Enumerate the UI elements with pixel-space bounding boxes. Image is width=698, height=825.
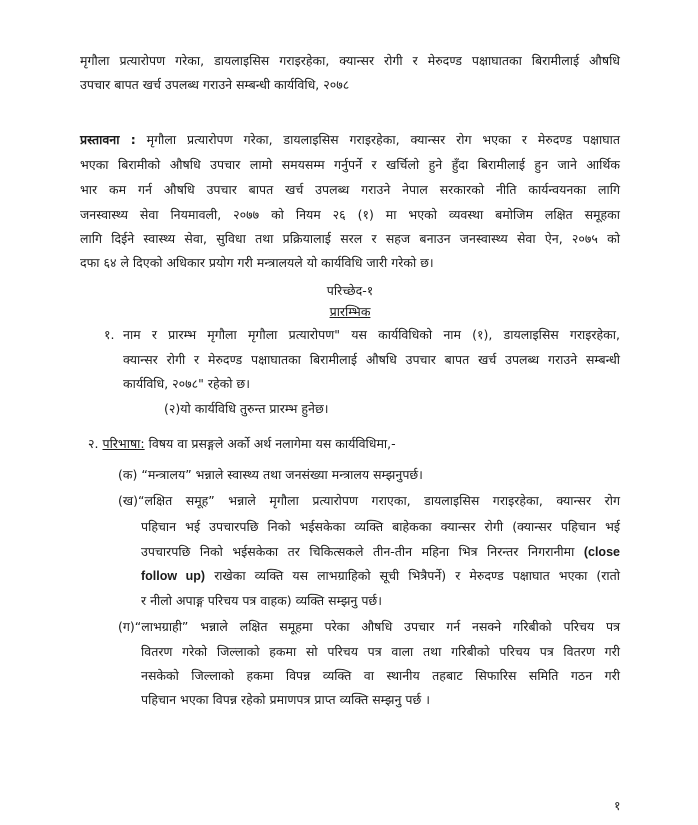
- definition-kha-line: पहिचान भई उपचारपछि निको भईसकेका व्यक्ति बाहेकका क्यान्सर रोगी (क्यान्सर पहिचान भई: [141, 519, 620, 534]
- definition-ka-text: “मन्त्रालय” भन्नाले स्वास्थ्य तथा जनसंख्या मन्त्रालय सम्झनुपर्छ।: [141, 467, 423, 482]
- chapter-number: परिच्छेद-१: [326, 283, 374, 298]
- section-1-subsection-2: (२)यो कार्यविधि तुरुन्त प्रारम्भ हुनेछ।: [164, 401, 329, 416]
- definition-kha-last-line: र नीलो अपाङ्ग परिचय पत्र वाहक) व्यक्ति सम्झनु पर्छ।: [141, 593, 382, 608]
- section-1-line-3: कार्यविधि, २०७८" रहेको छ।: [123, 376, 250, 391]
- preamble-line: जनस्वास्थ्य सेवा नियमावली, २०७७ को नियम २६ (१) मा भएको व्यवस्था बमोजिम लक्षित समूहका: [80, 207, 620, 222]
- definition-ga-last-line: पहिचान भएका विपन्न रहेको प्रमाणपत्र प्राप्त व्यक्ति सम्झनु पर्छ ।: [141, 692, 430, 707]
- section-2-heading: परिभाषा:: [102, 436, 145, 451]
- preamble-line: भार कम गर्न औषधि उपचार बापत खर्च उपलब्ध गराउने नेपाल सरकारको नीति कार्यन्वयनका लागि: [80, 182, 620, 197]
- preamble-text: मृगौला प्रत्यारोपण गरेका, डायलाइसिस गराइरहेका, क्यान्सर रोग भएका र मेरुदण्ड पक्षाघात: [146, 132, 620, 147]
- definition-kha-line: [141, 567, 620, 585]
- definition-ga-label: (ग)“लाभग्राही”: [118, 619, 189, 634]
- section-2-heading-line: [88, 435, 396, 453]
- definition-kha-english-term-cont: follow up): [141, 569, 206, 583]
- section-2-intro: विषय वा प्रसङ्गले अर्को अर्थ नलागेमा यस कार्यविधिमा,-: [148, 436, 396, 451]
- definition-ka: [118, 466, 423, 484]
- page-number: १: [614, 798, 621, 813]
- preamble-line: भएका बिरामीको औषधि उपचार लामो समयसम्म गर्नुपर्ने र खर्चिलो हुने हुँदा बिरामीलाई हुन जाने आर्थिक: [80, 157, 620, 172]
- definition-kha-line-text: राखेका व्यक्ति यस लाभग्राहिको सूची भित्रैपर्ने) र मेरुदण्ड पक्षाघात भएका (रातो: [214, 568, 620, 583]
- definition-kha-text: भन्नाले मृगौला प्रत्यारोपण गराएका, डायलाइसिस गराइरहेका, क्यान्सर रोग: [228, 493, 620, 508]
- document-title-line-2: उपचार बापत खर्च उपलब्ध गराउने सम्बन्धी कार्यविधि, २०७८: [80, 77, 350, 92]
- preamble-first-line: [80, 131, 620, 149]
- chapter-title: [80, 303, 620, 321]
- definition-ga-text: भन्नाले लक्षित समूहमा परेका औषधि उपचार गर्न नसक्ने गरिबीको परिचय पत्र: [200, 619, 620, 634]
- section-1-line-2: क्यान्सर रोगी र मेरुदण्ड पक्षाघातका बिरामीलाई औषधि उपचार बापत खर्च उपलब्ध गराउने सम्बन्धी: [123, 352, 620, 367]
- definition-ga-line: वितरण गरेको जिल्लाको हकमा सो परिचय पत्र वाला तथा गरिबीको परिचय पत्र वितरण गरी: [141, 644, 620, 659]
- section-1-line-1: नाम र प्रारम्भ मृगौला मृगौला प्रत्यारोपण" यस कार्यविधिको नाम (१), डायलाइसिस गराइरहेका,: [123, 327, 620, 342]
- definition-kha-label: (ख)“लक्षित समूह”: [118, 493, 215, 508]
- definition-kha-line-text: उपचारपछि निको भईसकेका तर चिकित्सकले तीन-तीन महिना भित्र निरन्तर निगरानीमा: [141, 544, 575, 559]
- definition-ga-first-line: [118, 618, 620, 636]
- definition-kha-english-term: (close: [583, 545, 620, 559]
- definition-ka-label: (क): [118, 467, 138, 482]
- definition-kha-line: [141, 543, 620, 561]
- preamble-last-line: दफा ६४ ले दिएको अधिकार प्रयोग गरी मन्त्रालयले यो कार्यविधि जारी गरेको छ।: [80, 255, 434, 270]
- section-2-number: २.: [88, 436, 99, 451]
- definition-ga-line: नसकेको जिल्लाको हकमा विपन्न व्यक्ति वा स्थानीय तहबाट सिफारिस समिति गठन गरी: [141, 668, 620, 683]
- section-1-number: १.: [104, 327, 115, 342]
- preamble-line: लागि दिईने स्वास्थ्य सेवा, सुविधा तथा प्रक्रियालाई सरल र सहज बनाउन जनस्वास्थ्य सेवा ऐन, २०७५ को: [80, 231, 620, 246]
- document-title-line-1: मृगौला प्रत्यारोपण गरेका, डायलाइसिस गराइरहेका, क्यान्सर रोगी र मेरुदण्ड पक्षाघातका बिरामीलाई औषधि: [80, 53, 620, 68]
- definition-kha-first-line: [118, 492, 620, 510]
- preamble-label: प्रस्तावना :: [80, 132, 136, 147]
- chapter-title-text: प्रारम्भिक: [329, 304, 371, 319]
